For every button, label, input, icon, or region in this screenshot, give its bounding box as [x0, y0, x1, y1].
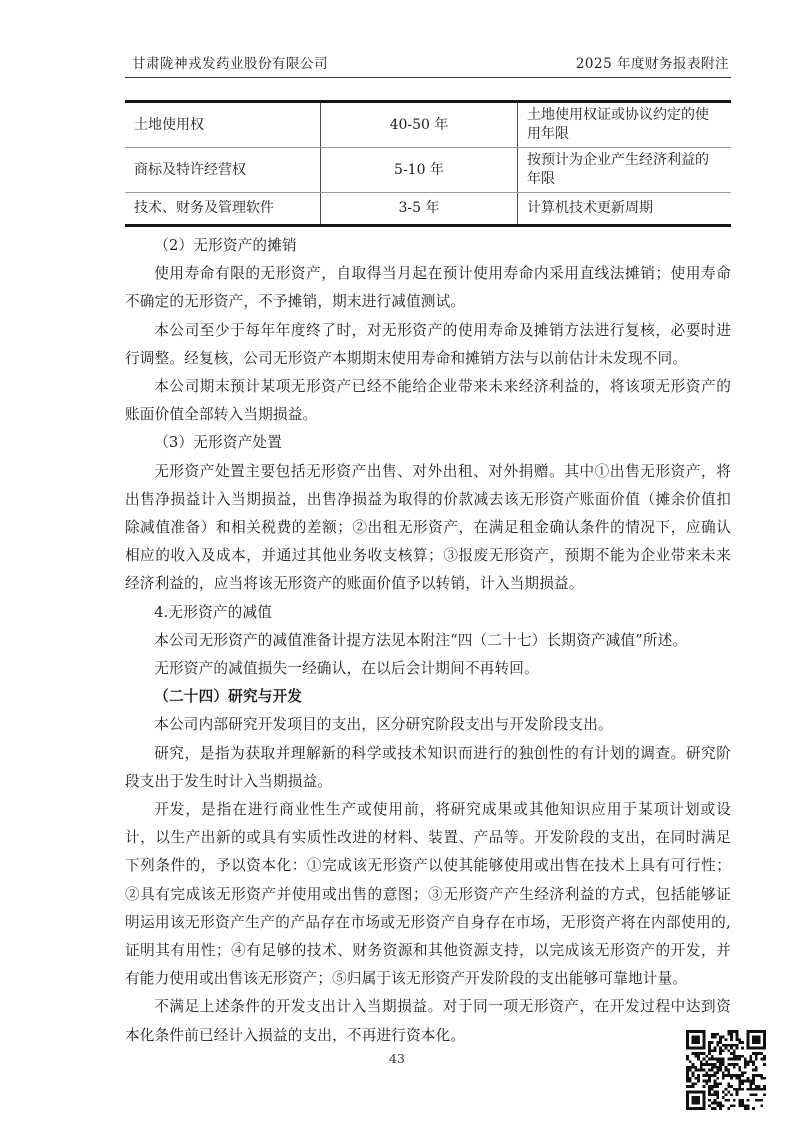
cell-useful-life: 3-5 年 [321, 193, 518, 226]
cell-basis: 土地使用权证或协议约定的使用年限 [518, 102, 732, 148]
table-row [125, 102, 731, 148]
header-doc-title: 2025 年度财务报表附注 [575, 56, 729, 72]
running-header [125, 52, 731, 78]
paragraph: 本公司至少于每年年度终了时，对无形资产的使用寿命及摊销方法进行复核，必要时进行调整。经复核，公司无形资产本期期末使用寿命和摊销方法与以前估计未发现不同。 [125, 321, 731, 367]
paragraph: 无形资产处置主要包括无形资产出售、对外出租、对外捐赠。其中①出售无形资产，将出售净损益计入当期损益，出售净损益为取得的价款减去该无形资产账面价值（摊余价值扣除减值准备）和相关税费的差额；②出租无形资产，在满足租金确认条件的情况下，应确认相应的收入及成本，并通过其他业务收支核算；③报废无形资产，预期不能为企业带来未来经济利益的，应当将该无形资产的账面价值予以转销，计入当期损益。 [125, 462, 731, 593]
cell-useful-life: 40-50 年 [321, 102, 518, 148]
cell-basis: 计算机技术更新周期 [518, 193, 732, 226]
paragraph: 本公司内部研究开发项目的支出，区分研究阶段支出与开发阶段支出。 [154, 716, 613, 734]
paragraph: 使用寿命有限的无形资产，自取得当月起在预计使用寿命内采用直线法摊销；使用寿命不确定的无形资产，不予摊销，期末进行减值测试。 [125, 265, 731, 311]
cell-asset-name: 土地使用权 [125, 102, 321, 148]
subheading-disposal: （3）无形资产处置 [154, 434, 283, 452]
cell-useful-life: 5-10 年 [321, 148, 518, 193]
header-company-name: 甘肃陇神戎发药业股份有限公司 [132, 56, 328, 72]
cell-asset-name: 技术、财务及管理软件 [134, 200, 274, 216]
body-text [125, 232, 731, 1050]
cell-basis: 按预计为企业产生经济利益的年限 [518, 148, 732, 193]
paragraph: 本公司无形资产的减值准备计提方法见本附注“四（二十七）长期资产减值”所述。 [154, 631, 688, 649]
paragraph: 本公司期末预计某项无形资产已经不能给企业带来未来经济利益的，将该项无形资产的账面价值全部转入当期损益。 [125, 378, 731, 424]
page-number: 43 [389, 1051, 405, 1066]
paragraph: 研究，是指为获取并理解新的科学或技术知识而进行的独创性的有计划的调查。研究阶段支出于发生时计入当期损益。 [125, 744, 731, 790]
paragraph: 无形资产的减值损失一经确认，在以后会计期间不再转回。 [154, 660, 539, 678]
subheading-impairment: 4.无形资产的减值 [154, 603, 273, 621]
section-heading-research-development: （二十四）研究与开发 [154, 688, 303, 706]
table-row [125, 148, 731, 193]
paragraph: 开发，是指在进行商业性生产或使用前，将研究成果或其他知识应用于某项计划或设计，以生产出新的或具有实质性改进的材料、装置、产品等。开发阶段的支出，在同时满足下列条件的，予以资本化：①完成该无形资产以使其能够使用或出售在技术上具有可行性；②具有完成该无形资产并使用或出售的意图；③无形资产产生经济利益的方式，包括能够证明运用该无形资产生产的产品存在市场或无形资产自身存在市场，无形资产将在内部使用的,证明其有用性；④有足够的技术、财务资源和其他资源支持，以完成该无形资产的开发，并有能力使用或出售该无形资产；⑤归属于该无形资产开发阶段的支出能够可靠地计量。 [125, 801, 731, 988]
qr-code [686, 1030, 766, 1110]
cell-asset-name: 商标及特许经营权 [125, 148, 321, 193]
amortization-table [125, 100, 731, 227]
subheading-amortization: （2）无形资产的摊销 [154, 237, 297, 254]
table-row [125, 193, 731, 226]
paragraph: 不满足上述条件的开发支出计入当期损益。对于同一项无形资产，在开发过程中达到资本化条件前已经计入损益的支出，不再进行资本化。 [125, 998, 731, 1044]
